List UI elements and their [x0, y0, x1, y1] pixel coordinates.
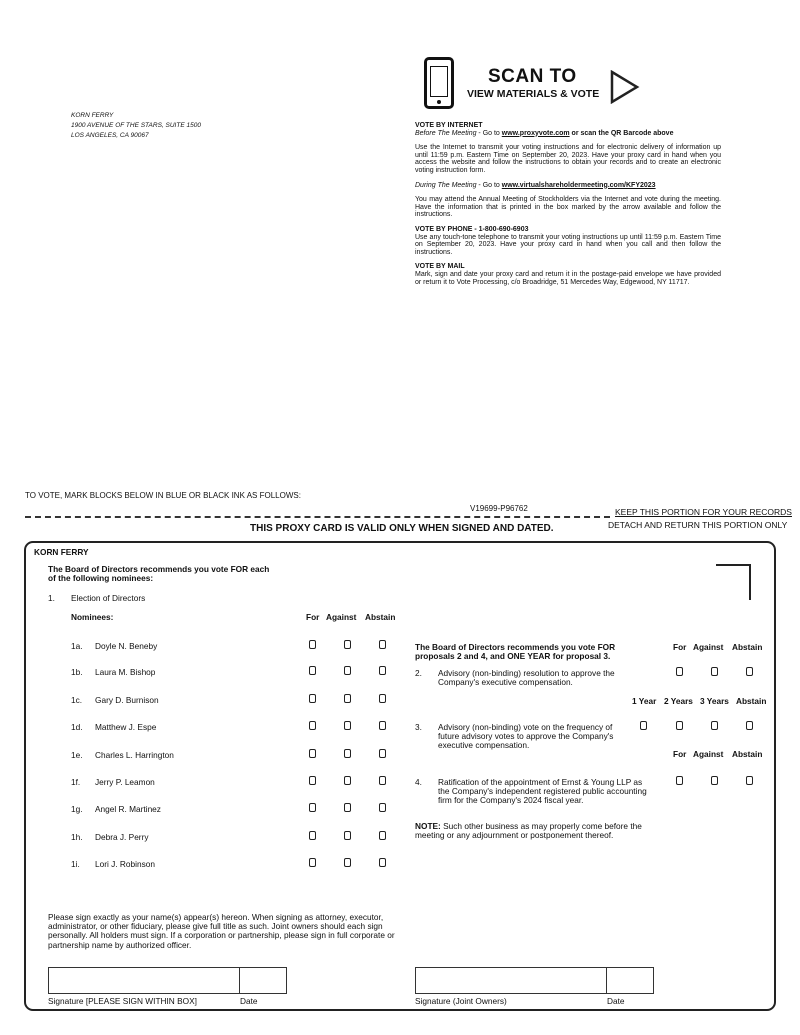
nominee-for-checkbox[interactable] [309, 858, 316, 867]
p3-2-years-checkbox[interactable] [676, 721, 683, 730]
freq-2-years: 2 Years [664, 696, 693, 706]
signing-instructions: Please sign exactly as your name(s) appear(s) hereon. When signing as attorney, executor, administrator, or other fiduciary, please give full title as such. Joint owners should each sign personally. All holders must sign. If a corporation or partnership, please sign in full corporate or partnership name by authorized officer. [48, 912, 395, 950]
p3-number: 3. [415, 722, 422, 732]
nominee-for-checkbox[interactable] [309, 694, 316, 703]
board-recommendation-left: The Board of Directors recommends you vote FOR each [48, 564, 270, 574]
nominee-number: 1a. [71, 641, 83, 651]
mail-paragraph: Mark, sign and date your proxy card and return it in the postage-paid envelope we have provided or return it to Vote Processing, c/o Broadridge, 51 Mercedes Way, Edgewood, NY 11717. [415, 270, 721, 286]
nominee-for-checkbox[interactable] [309, 831, 316, 840]
attend-paragraph: You may attend the Annual Meeting of Stockholders via the Internet and vote during the meeting. Have the information that is printed in the box marked by the arrow available and follow the instructions. [415, 196, 721, 219]
p4-for-checkbox[interactable] [676, 776, 683, 785]
nominee-abstain-checkbox[interactable] [379, 749, 386, 758]
nominee-number: 1f. [71, 777, 81, 787]
nominee-number: 1c. [71, 695, 83, 705]
detach-line [25, 516, 610, 518]
nominee-against-checkbox[interactable] [344, 640, 351, 649]
p2-against-checkbox[interactable] [711, 667, 718, 676]
board-recommendation-right-2: proposals 2 and 4, and ONE YEAR for proposal 3. [415, 651, 611, 661]
vote-internet-heading: VOTE BY INTERNET [415, 122, 483, 129]
nominee-for-checkbox[interactable] [309, 749, 316, 758]
nominee-abstain-checkbox[interactable] [379, 721, 386, 730]
nominee-number: 1g. [71, 804, 83, 814]
p3-abstain-checkbox[interactable] [746, 721, 753, 730]
phone-paragraph: Use any touch-tone telephone to transmit your voting instructions up until 11:59 p.m. Eastern Time on September 20, 2023. Have your proxy card in hand when you call and then follow the instructions. [415, 233, 721, 256]
col-abstain: Abstain [365, 612, 396, 622]
nominee-for-checkbox[interactable] [309, 640, 316, 649]
p2-col-for: For [673, 642, 687, 652]
nominee-number: 1b. [71, 667, 83, 677]
p3-1-year-checkbox[interactable] [640, 721, 647, 730]
before-meeting-line: Before The Meeting - Go to www.proxyvote.com or scan the QR Barcode above [415, 129, 674, 137]
date-label: Date [240, 996, 258, 1006]
company-name: KORN FERRY [71, 112, 114, 119]
freq-1-year: 1 Year [632, 696, 657, 706]
p4-text-3: firm for the Company's 2024 fiscal year. [438, 795, 584, 805]
nominee-name: Angel R. Martinez [95, 804, 161, 814]
p3-text-3: executive compensation. [438, 740, 530, 750]
proxyvote-link[interactable]: www.proxyvote.com [501, 129, 570, 137]
nominee-for-checkbox[interactable] [309, 803, 316, 812]
nominee-name: Jerry P. Leamon [95, 777, 155, 787]
p4-text-1: Ratification of the appointment of Ernst & Young LLP as [438, 777, 643, 787]
nominee-abstain-checkbox[interactable] [379, 803, 386, 812]
nominee-for-checkbox[interactable] [309, 721, 316, 730]
keep-portion-label: KEEP THIS PORTION FOR YOUR RECORDS [615, 507, 792, 517]
vote-mail-heading: VOTE BY MAIL [415, 263, 465, 271]
signature-box[interactable] [48, 967, 240, 994]
valid-notice: THIS PROXY CARD IS VALID ONLY WHEN SIGNED AND DATED. [250, 523, 554, 534]
nominee-name: Charles L. Harrington [95, 750, 174, 760]
p4-col-abstain: Abstain [732, 749, 763, 759]
address-line-1: 1900 AVENUE OF THE STARS, SUITE 1500 [71, 122, 201, 129]
corner-mark [716, 564, 751, 600]
nominee-name: Doyle N. Beneby [95, 641, 158, 651]
p4-col-against: Against [693, 749, 724, 759]
p2-text-2: Company's executive compensation. [438, 677, 573, 687]
nominee-name: Matthew J. Espe [95, 722, 157, 732]
joint-date-label: Date [607, 996, 625, 1006]
date-box[interactable] [239, 967, 287, 994]
nominee-against-checkbox[interactable] [344, 831, 351, 840]
mobile-phone-icon [424, 57, 454, 109]
during-meeting-line: During The Meeting - Go to www.virtualshareholdermeeting.com/KFY2023 [415, 181, 656, 189]
virtual-meeting-link[interactable]: www.virtualshareholdermeeting.com/KFY2023 [501, 181, 656, 189]
col-for: For [306, 612, 320, 622]
freq-abstain: Abstain [736, 696, 767, 706]
joint-date-box[interactable] [606, 967, 654, 994]
nominee-for-checkbox[interactable] [309, 776, 316, 785]
p4-number: 4. [415, 777, 422, 787]
p3-text-2: future advisory votes to approve the Company's [438, 731, 614, 741]
p4-text-2: the Company's independent registered public accounting [438, 786, 647, 796]
nominee-against-checkbox[interactable] [344, 749, 351, 758]
card-company-name: KORN FERRY [34, 547, 89, 557]
nominee-against-checkbox[interactable] [344, 666, 351, 675]
nominee-number: 1h. [71, 832, 83, 842]
p2-col-abstain: Abstain [732, 642, 763, 652]
col-against: Against [326, 612, 357, 622]
nominee-against-checkbox[interactable] [344, 803, 351, 812]
nominee-against-checkbox[interactable] [344, 721, 351, 730]
detach-portion-label: DETACH AND RETURN THIS PORTION ONLY [608, 520, 788, 530]
p2-col-against: Against [693, 642, 724, 652]
p4-against-checkbox[interactable] [711, 776, 718, 785]
nominees-header: Nominees: [71, 612, 114, 622]
to-vote-instruction: TO VOTE, MARK BLOCKS BELOW IN BLUE OR BLACK INK AS FOLLOWS: [25, 491, 301, 500]
nominee-abstain-checkbox[interactable] [379, 858, 386, 867]
board-recommendation-right: The Board of Directors recommends you vote FOR [415, 642, 616, 652]
nominee-against-checkbox[interactable] [344, 858, 351, 867]
nominee-abstain-checkbox[interactable] [379, 694, 386, 703]
play-arrow-icon [610, 70, 640, 104]
nominee-abstain-checkbox[interactable] [379, 666, 386, 675]
p4-col-for: For [673, 749, 687, 759]
nominee-name: Laura M. Bishop [95, 667, 156, 677]
item1-label: Election of Directors [71, 593, 146, 603]
nominee-name: Gary D. Burnison [95, 695, 159, 705]
board-recommendation-left-2: of the following nominees: [48, 573, 154, 583]
address-line-2: LOS ANGELES, CA 90067 [71, 132, 149, 139]
nominee-against-checkbox[interactable] [344, 776, 351, 785]
nominee-abstain-checkbox[interactable] [379, 640, 386, 649]
control-number: V19699-P96762 [467, 504, 531, 513]
nominee-abstain-checkbox[interactable] [379, 776, 386, 785]
freq-3-years: 3 Years [700, 696, 729, 706]
nominee-number: 1i. [71, 859, 80, 869]
p2-for-checkbox[interactable] [676, 667, 683, 676]
nominee-abstain-checkbox[interactable] [379, 831, 386, 840]
nominee-number: 1d. [71, 722, 83, 732]
p2-text-1: Advisory (non-binding) resolution to approve the [438, 668, 615, 678]
joint-signature-label: Signature (Joint Owners) [415, 996, 507, 1006]
nominee-name: Debra J. Perry [95, 832, 149, 842]
p3-text-1: Advisory (non-binding) vote on the frequency of [438, 722, 613, 732]
nominee-for-checkbox[interactable] [309, 666, 316, 675]
joint-signature-box[interactable] [415, 967, 607, 994]
voting-instructions [415, 122, 721, 286]
nominee-number: 1e. [71, 750, 83, 760]
vote-phone-heading: VOTE BY PHONE - 1-800-690-6903 [415, 225, 529, 233]
nominee-name: Lori J. Robinson [95, 859, 155, 869]
company-address [71, 111, 201, 141]
p3-3-years-checkbox[interactable] [711, 721, 718, 730]
note-line-2: meeting or any adjournment or postponement thereof. [415, 830, 614, 840]
note-line-1: NOTE: Such other business as may properly come before the [415, 821, 642, 831]
p2-abstain-checkbox[interactable] [746, 667, 753, 676]
signature-label: Signature [PLEASE SIGN WITHIN BOX] [48, 996, 197, 1006]
scan-subtitle: VIEW MATERIALS & VOTE [467, 88, 600, 100]
p2-number: 2. [415, 668, 422, 678]
scan-title: SCAN TO [488, 66, 577, 87]
p4-abstain-checkbox[interactable] [746, 776, 753, 785]
internet-paragraph: Use the Internet to transmit your voting instructions and for electronic delivery of information up until 11:59 p.m. Eastern Time on September 20, 2023. Have your proxy card in hand when you access the website and follow the instructions to obtain your records and to create an electronic voting instruction form. [415, 144, 721, 174]
item1-number: 1. [48, 593, 55, 603]
nominee-against-checkbox[interactable] [344, 694, 351, 703]
